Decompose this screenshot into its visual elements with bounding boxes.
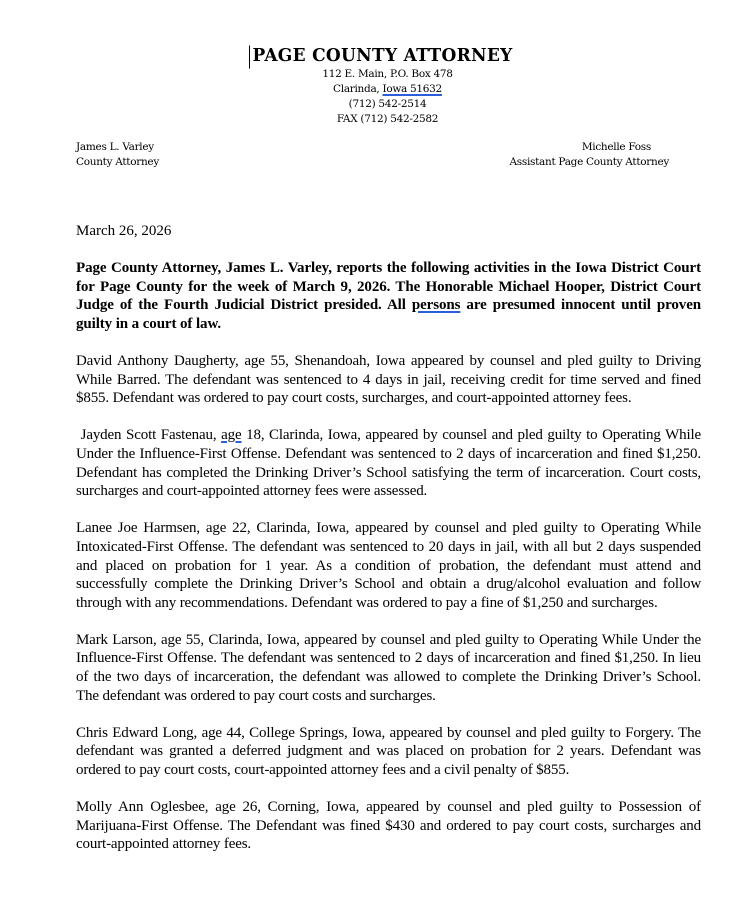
address-block [26,67,749,127]
assistant-attorney-title: Assistant Page County Attorney [509,156,669,168]
intro-paragraph [76,259,701,333]
state-zip-flagged[interactable]: Iowa 51632 [382,83,442,95]
assistant-attorney-block [510,140,670,170]
intro-text-2: are presumed innocent until proven guilty in a court of law. [76,297,701,332]
assistant-attorney-name: Michelle Foss [581,141,651,153]
city: Clarinda, [333,83,383,95]
intro-flagged-word[interactable]: persons [411,297,461,314]
case-paragraph: Molly Ann Oglesbee, age 26, Corning, Iowa, appeared by counsel and pled guilty to Possession of Marijuana-First Offense. The Defendant was fined $430 and ordered to pay court costs, surcharges and court-appointed attorney fees. [76,799,701,853]
case-paragraph: Lanee Joe Harmsen, age 22, Clarinda, Iowa, appeared by counsel and pled guilty to Operating While Intoxicated-First Offense. The defendant was sentenced to 20 days in jail, with all but 2 days suspended and placed on probation for 1 year. As a condition of probation, the defendant must attend and successfully complete the Drinking Driver’s School and obtain a drug/alcohol evaluation and follow through with any recommendations. Defendant was ordered to pay a fine of $1,250 and surcharges. [76,520,701,611]
county-attorney-title: County Attorney [76,156,159,168]
text-cursor [249,46,250,69]
case-text-post: 18, Clarinda, Iowa, appeared by counsel and pled guilty to Operating While Under the Influence-First Offense. Defendant was sentenced to 2 days of incarceration and fined $1,250. Defendant has completed the Drinking Driver’s School satisfying the term of incarceration. Court costs, surcharges and court-appointed attorney fees were assessed. [76,427,701,500]
case-paragraph: Mark Larson, age 55, Clarinda, Iowa, appeared by counsel and pled guilty to Operating While Under the Influence-First Offense. The defendant was sentenced to 2 days of incarceration and fined $1,250. In lieu of the two days of incarceration, the defendant was allowed to complete the Drinking Driver’s School. The defendant was ordered to pay court costs and surcharges. [76,631,701,704]
city-state-line [26,82,749,97]
case-paragraph [76,426,701,500]
address-line: 112 E. Main, P.O. Box 478 [322,68,453,80]
county-attorney-block [76,140,159,170]
case-flagged-word[interactable]: age [221,427,242,444]
letterhead [0,46,749,127]
case-paragraph: David Anthony Daugherty, age 55, Shenandoah, Iowa appeared by counsel and pled guilty to Driving While Barred. The defendant was sentenced to 4 days in jail, receiving credit for time served and fined $855. Defendant was ordered to pay court costs, surcharges, and court-appointed attorney fees. [76,352,701,407]
phone-line: (712) 542-2514 [348,98,427,110]
document-body [76,259,701,873]
office-title[interactable] [252,46,512,67]
fax-line: FAX (712) 542-2582 [336,113,439,125]
office-title-text: PAGE COUNTY ATTORNEY [252,45,513,67]
intro-text-1: Page County Attorney, James L. Varley, reports the following activities in the Iowa District Court for Page County for the week of March 9, 2026. The Honorable Michael Hooper, District Court Judge of the Fourth Judicial District presided. All [76,260,701,314]
case-paragraph: Chris Edward Long, age 44, College Springs, Iowa, appeared by counsel and pled guilty to Forgery. The defendant was granted a deferred judgment and was placed on probation for 2 years. Defendant was ordered to pay court costs, court-appointed attorney fees and a civil penalty of $855. [76,724,701,779]
county-attorney-name: James L. Varley [76,141,154,153]
case-text-pre: Jayden Scott Fastenau, [80,427,222,444]
document-date: March 26, 2026 [76,223,172,239]
